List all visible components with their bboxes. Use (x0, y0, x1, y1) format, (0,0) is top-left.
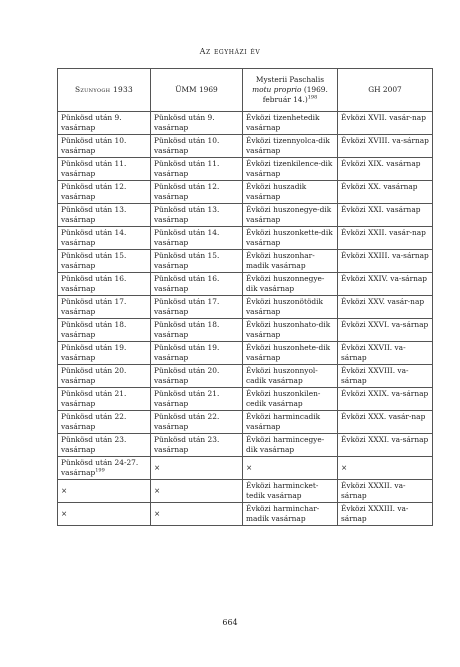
table-cell-c1: Pünkösd után 18. vasárnap (58, 319, 151, 342)
table-cell-c3: Évközi harmincket-tedik vasárnap (243, 480, 338, 503)
table-cell-c2: × (151, 457, 243, 480)
table-cell-c1: Pünkösd után 16. vasárnap (58, 273, 151, 296)
table-row (58, 411, 433, 434)
table-cell-c1: Pünkösd után 17. vasárnap (58, 296, 151, 319)
table-cell-c2: Pünkösd után 13. vasárnap (151, 204, 243, 227)
table-cell-c3: Évközi huszonkette-dik vasárnap (243, 227, 338, 250)
table-row (58, 365, 433, 388)
table-cell-c1: Pünkösd után 14. vasárnap (58, 227, 151, 250)
table-row (58, 319, 433, 342)
table-row (58, 112, 433, 135)
table-row (58, 296, 433, 319)
table-cell-c2: Pünkösd után 18. vasárnap (151, 319, 243, 342)
table-cell-c3: Évközi tizenhetedik vasárnap (243, 112, 338, 135)
table-cell-c1: Pünkösd után 22. vasárnap (58, 411, 151, 434)
table-cell-c2: × (151, 480, 243, 503)
table-row (58, 388, 433, 411)
header-mysterii-paschalis: Mysterii Paschalis motu proprio (1969. február 14.)$^{198}$ (243, 69, 338, 112)
table-row (58, 135, 433, 158)
table-cell-c2: Pünkösd után 10. vasárnap (151, 135, 243, 158)
table-cell-c2: Pünkösd után 20. vasárnap (151, 365, 243, 388)
table-row (58, 434, 433, 457)
table-cell-c4: Évközi XXIV. va-sárnap (338, 273, 433, 296)
table-cell-c4: Évközi XXV. vasár-nap (338, 296, 433, 319)
table-cell-c1: Pünkösd után 20. vasárnap (58, 365, 151, 388)
table-cell-c4: Évközi XXXIII. va-sárnap (338, 503, 433, 526)
table-cell-c3: Évközi harminchar-madik vasárnap (243, 503, 338, 526)
running-head: Az egyházi év (199, 47, 261, 56)
table-row (58, 503, 433, 526)
header-gh-2007: GH 2007 (338, 69, 433, 112)
table-cell-c4: Évközi XXVII. va-sárnap (338, 342, 433, 365)
table-cell-c1: × (58, 480, 151, 503)
table-cell-c2: × (151, 503, 243, 526)
table-cell-c3: Évközi huszonegye-dik vasárnap (243, 204, 338, 227)
table-cell-c3: Évközi harmincegye-dik vasárnap (243, 434, 338, 457)
table-cell-c4: Évközi XXVI. va-sárnap (338, 319, 433, 342)
table-cell-c4: Évközi XXII. vasár-nap (338, 227, 433, 250)
table-cell-c4: Évközi XXIII. va-sárnap (338, 250, 433, 273)
table-cell-c1: Pünkösd után 12. vasárnap (58, 181, 151, 204)
table-row (58, 273, 433, 296)
table-cell-c4: Évközi XXX. vasár-nap (338, 411, 433, 434)
table-cell-c1: Pünkösd után 13. vasárnap (58, 204, 151, 227)
table-cell-c2: Pünkösd után 23. vasárnap (151, 434, 243, 457)
footnote-ref: 199 (95, 467, 105, 474)
table-cell-c4: Évközi XX. vasárnap (338, 181, 433, 204)
table-cell-c1: Pünkösd után 24-27. vasárnap$^{199}$ (58, 457, 151, 480)
table-row (58, 342, 433, 365)
header-szunyogh-1933: Szunyogh 1933 (58, 69, 151, 112)
table-cell-c4: Évközi XXVIII. va-sárnap (338, 365, 433, 388)
table-row (58, 158, 433, 181)
table-cell-c3: Évközi tizennyolca-dik vasárnap (243, 135, 338, 158)
table-cell-c2: Pünkösd után 17. vasárnap (151, 296, 243, 319)
header-umm-1969: ÜMM 1969 (151, 69, 243, 112)
table-cell-c3: Évközi huszonötödik vasárnap (243, 296, 338, 319)
table-cell-c4: Évközi XVIII. va-sárnap (338, 135, 433, 158)
table-cell-c4: Évközi XIX. vasárnap (338, 158, 433, 181)
table-cell-c3: Évközi huszonhato-dik vasárnap (243, 319, 338, 342)
table-cell-c1: Pünkösd után 23. vasárnap (58, 434, 151, 457)
table-cell-c4: Évközi XXIX. va-sárnap (338, 388, 433, 411)
table-header-row (58, 69, 433, 112)
table-cell-c1: Pünkösd után 19. vasárnap (58, 342, 151, 365)
table-cell-c2: Pünkösd után 21. vasárnap (151, 388, 243, 411)
table-cell-c3: × (243, 457, 338, 480)
table-cell-c3: Évközi huszonhete-dik vasárnap (243, 342, 338, 365)
table-cell-c4: Évközi XXXI. va-sárnap (338, 434, 433, 457)
table-cell-c4: Évközi XVII. vasár-nap (338, 112, 433, 135)
table-cell-c3: Évközi huszadik vasárnap (243, 181, 338, 204)
table-cell-c2: Pünkösd után 19. vasárnap (151, 342, 243, 365)
page-number: 664 (222, 618, 238, 627)
table-cell-c1: Pünkösd után 10. vasárnap (58, 135, 151, 158)
table-cell-c1: Pünkösd után 21. vasárnap (58, 388, 151, 411)
table-cell-c4: Évközi XXXII. va-sárnap (338, 480, 433, 503)
table-cell-c3: Évközi huszonkilen-cedik vasárnap (243, 388, 338, 411)
table-cell-c2: Pünkösd után 11. vasárnap (151, 158, 243, 181)
table-cell-c2: Pünkösd után 15. vasárnap (151, 250, 243, 273)
table-cell-c3: Évközi huszonnyol-cadik vasárnap (243, 365, 338, 388)
table-cell-c2: Pünkösd után 22. vasárnap (151, 411, 243, 434)
table-cell-c3: Évközi tizenkilence-dik vasárnap (243, 158, 338, 181)
table-cell-c1: Pünkösd után 11. vasárnap (58, 158, 151, 181)
table-row (58, 457, 433, 480)
table-cell-c3: Évközi harmincadik vasárnap (243, 411, 338, 434)
table-cell-c1: Pünkösd után 15. vasárnap (58, 250, 151, 273)
table-cell-c2: Pünkösd után 12. vasárnap (151, 181, 243, 204)
table-row (58, 480, 433, 503)
table-row (58, 181, 433, 204)
table-row (58, 204, 433, 227)
table-cell-c1: × (58, 503, 151, 526)
table-cell-c2: Pünkösd után 9. vasárnap (151, 112, 243, 135)
liturgical-calendar-table (57, 68, 433, 526)
table-cell-c4: Évközi XXI. vasárnap (338, 204, 433, 227)
table-cell-c3: Évközi huszonhar-madik vasárnap (243, 250, 338, 273)
table-row (58, 250, 433, 273)
table-cell-c2: Pünkösd után 14. vasárnap (151, 227, 243, 250)
footnote-ref: 198 (307, 94, 318, 101)
table-cell-c2: Pünkösd után 16. vasárnap (151, 273, 243, 296)
table-cell-c3: Évközi huszonnegye-dik vasárnap (243, 273, 338, 296)
table-cell-c4: × (338, 457, 433, 480)
table-cell-c1: Pünkösd után 9. vasárnap (58, 112, 151, 135)
table-row (58, 227, 433, 250)
